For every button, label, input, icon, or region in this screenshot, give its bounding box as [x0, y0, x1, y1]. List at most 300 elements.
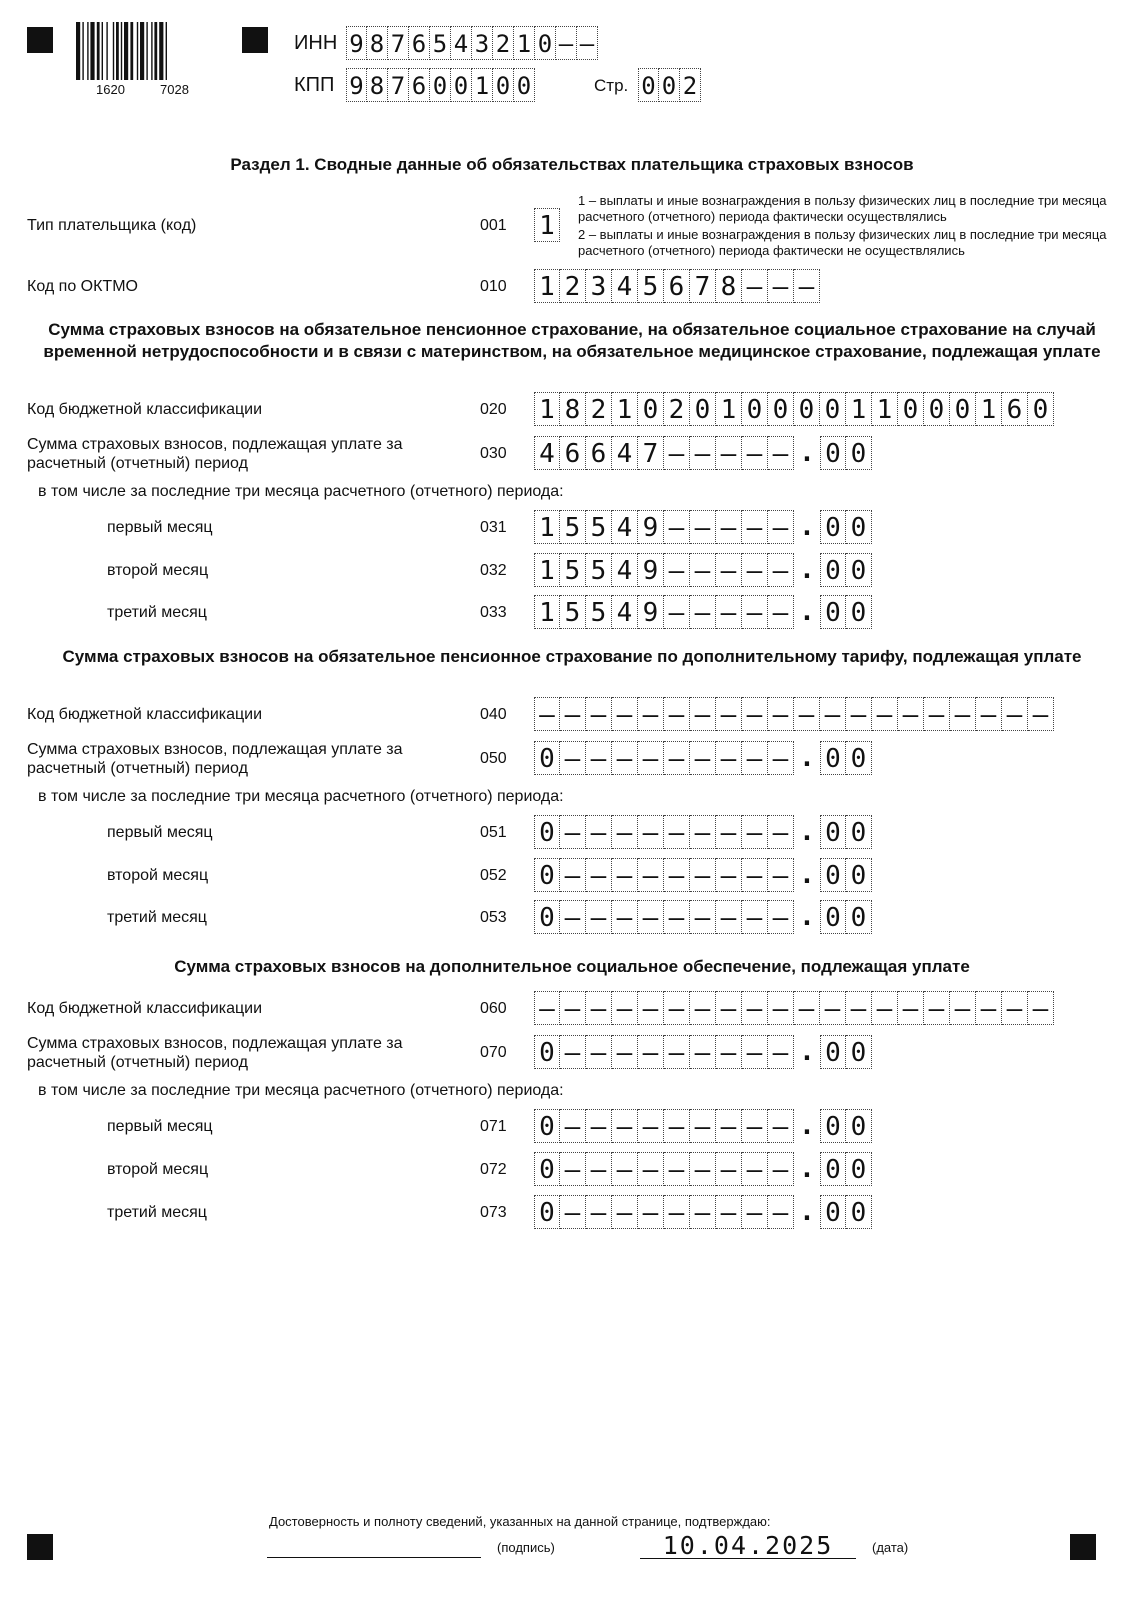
- block-a-kbk-cells[interactable]: [534, 392, 1054, 426]
- char-cell: –: [612, 1035, 638, 1069]
- barcode-bars: [76, 22, 200, 82]
- char-cell: 0: [820, 858, 846, 892]
- char-cell: –: [586, 991, 612, 1025]
- char-cell: 6: [586, 436, 612, 470]
- char-cell: 1: [846, 392, 872, 426]
- char-cell: 0: [820, 510, 846, 544]
- char-cell: –: [742, 1195, 768, 1229]
- block-a-month3-cells[interactable]: [534, 595, 872, 629]
- char-cell: 2: [560, 269, 586, 303]
- char-cell: –: [638, 815, 664, 849]
- block-b-month1-cells[interactable]: [534, 815, 872, 849]
- char-cell: –: [664, 436, 690, 470]
- char-cell: 1: [716, 392, 742, 426]
- char-cell: –: [768, 741, 794, 775]
- char-cell: 5: [638, 269, 664, 303]
- char-cell: –: [560, 1035, 586, 1069]
- char-cell: –: [690, 858, 716, 892]
- char-cell: 0: [638, 68, 659, 102]
- char-cell: –: [612, 1152, 638, 1186]
- char-cell: –: [664, 1109, 690, 1143]
- char-cell: –: [768, 595, 794, 629]
- char-cell: –: [560, 1109, 586, 1143]
- char-cell: 0: [1028, 392, 1054, 426]
- char-cell: 1: [976, 392, 1002, 426]
- block-a-month3-label: третий месяц: [107, 604, 207, 621]
- block-b-month2-label: второй месяц: [107, 867, 209, 884]
- char-cell: –: [664, 991, 690, 1025]
- char-cell: 0: [846, 595, 872, 629]
- char-cell: –: [612, 697, 638, 731]
- char-cell: –: [716, 1035, 742, 1069]
- char-cell: 0: [514, 68, 535, 102]
- decimal-separator: .: [799, 860, 815, 890]
- block-a-month3-code: 033: [480, 604, 507, 621]
- char-cell: –: [768, 436, 794, 470]
- char-cell: 5: [430, 26, 451, 60]
- block-a-month2-cells[interactable]: [534, 553, 872, 587]
- char-cell: 0: [659, 68, 680, 102]
- char-cell: 0: [846, 858, 872, 892]
- char-cell: –: [768, 269, 794, 303]
- block-a-kbk-label: Код бюджетной классификации: [27, 401, 263, 418]
- oktmo-cells[interactable]: [534, 269, 820, 303]
- char-cell: 0: [846, 741, 872, 775]
- char-cell: –: [638, 1035, 664, 1069]
- char-cell: –: [586, 1195, 612, 1229]
- char-cell: 1: [534, 595, 560, 629]
- char-cell: 0: [820, 900, 846, 934]
- block-b-month2-cells[interactable]: [534, 858, 872, 892]
- corner-marker-bottom-right: [1070, 1534, 1096, 1560]
- char-cell: 9: [638, 553, 664, 587]
- char-cell: 0: [493, 68, 514, 102]
- char-cell: –: [820, 697, 846, 731]
- char-cell: –: [560, 815, 586, 849]
- block-c-sum-cells[interactable]: [534, 1035, 872, 1069]
- corner-marker-top-left: [27, 27, 53, 53]
- char-cell: –: [534, 697, 560, 731]
- char-cell: –: [742, 510, 768, 544]
- char-cell: –: [768, 858, 794, 892]
- char-cell: –: [560, 741, 586, 775]
- barcode-number-right: 7028: [160, 82, 189, 97]
- char-cell: 6: [664, 269, 690, 303]
- char-cell: 0: [846, 1109, 872, 1143]
- block-a-kbk-code: 020: [480, 401, 507, 418]
- char-cell: 8: [367, 26, 388, 60]
- char-cell: –: [768, 1035, 794, 1069]
- char-cell: –: [950, 697, 976, 731]
- char-cell: –: [664, 510, 690, 544]
- char-cell: 0: [820, 553, 846, 587]
- char-cell: 0: [846, 553, 872, 587]
- char-cell: –: [716, 553, 742, 587]
- char-cell: –: [768, 1195, 794, 1229]
- char-cell: 0: [534, 815, 560, 849]
- char-cell: 1: [872, 392, 898, 426]
- char-cell: 0: [534, 1035, 560, 1069]
- char-cell: 0: [820, 1152, 846, 1186]
- char-cell: 0: [820, 1195, 846, 1229]
- char-cell: 6: [1002, 392, 1028, 426]
- char-cell: –: [1002, 697, 1028, 731]
- char-cell: 4: [612, 436, 638, 470]
- char-cell: –: [768, 900, 794, 934]
- payer-type-note-1: 1 – выплаты и иные вознаграждения в пользу физических лиц в последние три месяца расчетного (отчетного) периода фактически осуществлялись: [578, 193, 1107, 224]
- char-cell: 0: [535, 26, 556, 60]
- block-b-sum-label: Сумма страховых взносов, подлежащая уплате за расчетный (отчетный) период: [27, 741, 403, 777]
- char-cell: –: [742, 269, 768, 303]
- char-cell: –: [690, 1109, 716, 1143]
- char-cell: –: [638, 991, 664, 1025]
- block-b-month1-label: первый месяц: [107, 824, 213, 841]
- payer-type-label: Тип плательщика (код): [27, 217, 197, 234]
- block-b-kbk-cells[interactable]: [534, 697, 1054, 731]
- char-cell: –: [690, 436, 716, 470]
- decimal-separator: .: [799, 1197, 815, 1227]
- char-cell: –: [560, 991, 586, 1025]
- char-cell: –: [716, 1152, 742, 1186]
- char-cell: –: [924, 697, 950, 731]
- char-cell: –: [577, 26, 598, 60]
- char-cell: –: [586, 1152, 612, 1186]
- block-c-kbk-cells[interactable]: [534, 991, 1054, 1025]
- char-cell: –: [664, 1035, 690, 1069]
- char-cell: –: [690, 815, 716, 849]
- char-cell: 0: [534, 900, 560, 934]
- char-cell: 8: [716, 269, 742, 303]
- char-cell: 8: [367, 68, 388, 102]
- char-cell: 0: [820, 815, 846, 849]
- decimal-separator: .: [799, 902, 815, 932]
- block-a-sum-label: Сумма страховых взносов, подлежащая уплате за расчетный (отчетный) период: [27, 436, 403, 472]
- char-cell: –: [560, 1195, 586, 1229]
- decimal-separator: .: [799, 1037, 815, 1067]
- barcode-number-left: 1620: [96, 82, 125, 97]
- char-cell: 6: [560, 436, 586, 470]
- char-cell: 3: [586, 269, 612, 303]
- decimal-separator: .: [799, 555, 815, 585]
- char-cell: 0: [820, 392, 846, 426]
- char-cell: –: [742, 900, 768, 934]
- char-cell: –: [638, 697, 664, 731]
- char-cell: 5: [586, 553, 612, 587]
- block-a-month1-label: первый месяц: [107, 519, 213, 536]
- char-cell: –: [690, 595, 716, 629]
- block-a-sum-cells[interactable]: [534, 436, 872, 470]
- char-cell: –: [690, 1195, 716, 1229]
- char-cell: –: [612, 858, 638, 892]
- block-c-month1-cells[interactable]: [534, 1109, 872, 1143]
- block-b-month3-code: 053: [480, 909, 507, 926]
- char-cell: 0: [820, 741, 846, 775]
- char-cell: 1: [534, 269, 560, 303]
- block-c-month3-label: третий месяц: [107, 1204, 207, 1221]
- char-cell: –: [534, 991, 560, 1025]
- char-cell: 2: [586, 392, 612, 426]
- char-cell: –: [560, 697, 586, 731]
- char-cell: –: [742, 1109, 768, 1143]
- char-cell: 0: [820, 1109, 846, 1143]
- block-c-month2-cells[interactable]: [534, 1152, 872, 1186]
- corner-marker-top-right: [242, 27, 268, 53]
- char-cell: 0: [690, 392, 716, 426]
- page-label: Стр.: [594, 76, 629, 95]
- char-cell: –: [742, 553, 768, 587]
- char-cell: 6: [409, 68, 430, 102]
- char-cell: –: [924, 991, 950, 1025]
- char-cell: 0: [768, 392, 794, 426]
- char-cell: 2: [680, 68, 701, 102]
- char-cell: –: [638, 1109, 664, 1143]
- char-cell: 0: [534, 1195, 560, 1229]
- char-cell: 0: [534, 1152, 560, 1186]
- block-b-kbk-label: Код бюджетной классификации: [27, 706, 263, 723]
- kpp-cells: [346, 68, 535, 102]
- char-cell: 1: [612, 392, 638, 426]
- char-cell: –: [690, 510, 716, 544]
- char-cell: 1: [472, 68, 493, 102]
- char-cell: –: [1028, 991, 1054, 1025]
- char-cell: 6: [409, 26, 430, 60]
- block-b-sum-cells[interactable]: [534, 741, 872, 775]
- char-cell: –: [820, 991, 846, 1025]
- char-cell: –: [586, 815, 612, 849]
- block-a-including-label: в том числе за последние три месяца расчетного (отчетного) периода:: [38, 483, 564, 500]
- char-cell: 4: [451, 26, 472, 60]
- char-cell: –: [664, 741, 690, 775]
- char-cell: 8: [560, 392, 586, 426]
- char-cell: –: [976, 991, 1002, 1025]
- char-cell: 9: [346, 26, 367, 60]
- char-cell: –: [716, 741, 742, 775]
- char-cell: 0: [846, 1195, 872, 1229]
- char-cell: –: [612, 815, 638, 849]
- block-c-kbk-label: Код бюджетной классификации: [27, 1000, 263, 1017]
- char-cell: 0: [820, 595, 846, 629]
- block-c-sum-label: Сумма страховых взносов, подлежащая уплате за расчетный (отчетный) период: [27, 1035, 403, 1071]
- char-cell: –: [690, 991, 716, 1025]
- char-cell: –: [586, 858, 612, 892]
- char-cell: 0: [430, 68, 451, 102]
- block-c-month2-code: 072: [480, 1161, 507, 1178]
- block-b-kbk-code: 040: [480, 706, 507, 723]
- char-cell: –: [742, 991, 768, 1025]
- char-cell: 2: [664, 392, 690, 426]
- char-cell: 0: [898, 392, 924, 426]
- char-cell: –: [664, 1152, 690, 1186]
- char-cell: 9: [638, 595, 664, 629]
- char-cell: –: [768, 991, 794, 1025]
- kpp-label: КПП: [294, 74, 335, 96]
- inn-cells: [346, 26, 598, 60]
- char-cell: –: [716, 1109, 742, 1143]
- char-cell: –: [768, 697, 794, 731]
- char-cell: 0: [451, 68, 472, 102]
- inn-label: ИНН: [294, 32, 338, 54]
- decimal-separator: .: [799, 817, 815, 847]
- char-cell: 7: [388, 68, 409, 102]
- block-b-including-label: в том числе за последние три месяца расчетного (отчетного) периода:: [38, 788, 564, 805]
- block-a-sum-code: 030: [480, 445, 507, 462]
- char-cell: –: [556, 26, 577, 60]
- barcode: [76, 22, 200, 97]
- char-cell: –: [976, 697, 1002, 731]
- block-b-month1-code: 051: [480, 824, 507, 841]
- char-cell: –: [638, 858, 664, 892]
- char-cell: –: [638, 900, 664, 934]
- char-cell: –: [716, 900, 742, 934]
- decimal-separator: .: [799, 1111, 815, 1141]
- char-cell: –: [742, 815, 768, 849]
- char-cell: –: [742, 595, 768, 629]
- payer-type-cells[interactable]: [534, 208, 560, 242]
- block-c-month3-code: 073: [480, 1204, 507, 1221]
- char-cell: –: [846, 991, 872, 1025]
- block-c-sum-code: 070: [480, 1044, 507, 1061]
- char-cell: –: [664, 1195, 690, 1229]
- char-cell: –: [794, 269, 820, 303]
- char-cell: –: [664, 900, 690, 934]
- char-cell: –: [742, 858, 768, 892]
- block-b-month2-code: 052: [480, 867, 507, 884]
- char-cell: 4: [612, 553, 638, 587]
- char-cell: 0: [742, 392, 768, 426]
- char-cell: 0: [534, 1109, 560, 1143]
- char-cell: –: [768, 1152, 794, 1186]
- block-b-month3-cells[interactable]: [534, 900, 872, 934]
- char-cell: –: [768, 1109, 794, 1143]
- char-cell: 0: [820, 436, 846, 470]
- char-cell: 4: [612, 595, 638, 629]
- char-cell: 7: [690, 269, 716, 303]
- char-cell: –: [612, 741, 638, 775]
- char-cell: –: [690, 697, 716, 731]
- section-1-title: Раздел 1. Сводные данные об обязательствах плательщика страховых взносов: [230, 155, 914, 174]
- char-cell: –: [1002, 991, 1028, 1025]
- block-a-month1-code: 031: [480, 519, 507, 536]
- char-cell: –: [872, 991, 898, 1025]
- char-cell: 0: [846, 436, 872, 470]
- char-cell: 5: [560, 510, 586, 544]
- block-c-kbk-code: 060: [480, 1000, 507, 1017]
- char-cell: 0: [534, 858, 560, 892]
- char-cell: –: [664, 553, 690, 587]
- char-cell: 5: [560, 553, 586, 587]
- char-cell: 1: [534, 553, 560, 587]
- char-cell: –: [950, 991, 976, 1025]
- char-cell: 0: [924, 392, 950, 426]
- char-cell: –: [742, 741, 768, 775]
- block-a-month1-cells[interactable]: [534, 510, 872, 544]
- char-cell: 9: [638, 510, 664, 544]
- block-c-month3-cells[interactable]: [534, 1195, 872, 1229]
- char-cell: 4: [612, 269, 638, 303]
- decimal-separator: .: [799, 438, 815, 468]
- char-cell: –: [768, 815, 794, 849]
- char-cell: –: [716, 815, 742, 849]
- decimal-separator: .: [799, 512, 815, 542]
- char-cell: –: [716, 858, 742, 892]
- char-cell: 1: [534, 208, 560, 242]
- char-cell: –: [664, 595, 690, 629]
- char-cell: –: [638, 1195, 664, 1229]
- block-a-month2-label: второй месяц: [107, 562, 209, 579]
- char-cell: –: [560, 1152, 586, 1186]
- char-cell: –: [690, 1035, 716, 1069]
- block-c-month1-label: первый месяц: [107, 1118, 213, 1135]
- block-c-including-label: в том числе за последние три месяца расчетного (отчетного) периода:: [38, 1082, 564, 1099]
- char-cell: 0: [846, 815, 872, 849]
- char-cell: –: [586, 1035, 612, 1069]
- char-cell: –: [638, 1152, 664, 1186]
- char-cell: 0: [950, 392, 976, 426]
- char-cell: –: [898, 991, 924, 1025]
- date-value[interactable]: 10.04.2025: [662, 1531, 834, 1560]
- block-a-title: Сумма страховых взносов на обязательное пенсионное страхование, на обязательное социальное страхование на случай временной нетрудоспособности и в связи с материнством, на обязательное медицинское страхование, подлежащая уплате: [43, 320, 1101, 361]
- char-cell: 1: [534, 510, 560, 544]
- decimal-separator: .: [799, 1154, 815, 1184]
- char-cell: 7: [388, 26, 409, 60]
- char-cell: –: [586, 1109, 612, 1143]
- char-cell: 9: [346, 68, 367, 102]
- char-cell: –: [794, 991, 820, 1025]
- char-cell: 2: [493, 26, 514, 60]
- char-cell: 0: [846, 900, 872, 934]
- char-cell: –: [612, 900, 638, 934]
- char-cell: –: [716, 436, 742, 470]
- char-cell: –: [1028, 697, 1054, 731]
- block-b-sum-code: 050: [480, 750, 507, 767]
- char-cell: –: [716, 991, 742, 1025]
- char-cell: 5: [560, 595, 586, 629]
- char-cell: –: [742, 1035, 768, 1069]
- confirmation-text: Достоверность и полноту сведений, указанных на данной странице, подтверждаю:: [269, 1514, 771, 1529]
- char-cell: 4: [612, 510, 638, 544]
- block-c-month2-label: второй месяц: [107, 1161, 209, 1178]
- char-cell: –: [846, 697, 872, 731]
- corner-marker-bottom-left: [27, 1534, 53, 1560]
- char-cell: –: [742, 1152, 768, 1186]
- block-c-title: Сумма страховых взносов на дополнительное социальное обеспечение, подлежащая уплате: [174, 957, 970, 976]
- block-c-month1-code: 071: [480, 1118, 507, 1135]
- oktmo-code: 010: [480, 278, 507, 295]
- char-cell: –: [664, 858, 690, 892]
- char-cell: 0: [846, 1152, 872, 1186]
- signature-line[interactable]: [267, 1557, 481, 1558]
- char-cell: –: [612, 1195, 638, 1229]
- char-cell: –: [716, 1195, 742, 1229]
- char-cell: –: [716, 697, 742, 731]
- char-cell: –: [586, 697, 612, 731]
- char-cell: –: [560, 858, 586, 892]
- char-cell: –: [898, 697, 924, 731]
- char-cell: 0: [846, 1035, 872, 1069]
- char-cell: –: [612, 1109, 638, 1143]
- char-cell: –: [638, 741, 664, 775]
- oktmo-label: Код по ОКТМО: [27, 278, 138, 295]
- date-line: [640, 1558, 856, 1559]
- char-cell: 5: [586, 595, 612, 629]
- char-cell: –: [872, 697, 898, 731]
- char-cell: –: [586, 741, 612, 775]
- char-cell: 1: [514, 26, 535, 60]
- char-cell: 4: [534, 436, 560, 470]
- char-cell: –: [690, 900, 716, 934]
- date-label: (дата): [872, 1540, 909, 1555]
- char-cell: –: [664, 815, 690, 849]
